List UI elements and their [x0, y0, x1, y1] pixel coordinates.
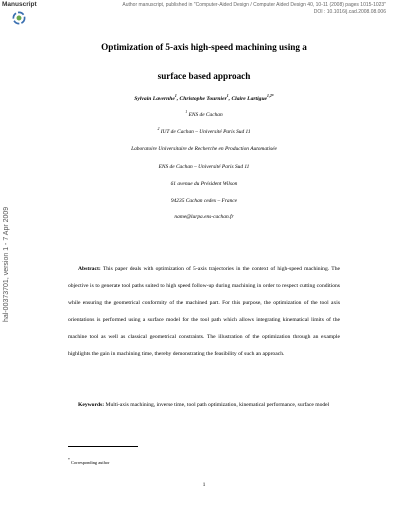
keywords-label: Keywords:: [78, 402, 105, 408]
affiliation-sup: 2: [157, 127, 160, 131]
author-sup: 1: [174, 94, 177, 98]
manuscript-label: Manuscript: [2, 1, 37, 8]
paper-title-line-2: surface based approach: [157, 71, 251, 81]
affiliation-street: 61 avenue du Président Wilson: [170, 181, 238, 187]
footnote-marker: *: [68, 458, 70, 462]
contact-email: name@lurpa.ens-cachan.fr: [174, 214, 234, 220]
author-separator: ,: [176, 96, 180, 102]
manuscript-badge: [2, 1, 46, 30]
author-sup: 1: [226, 94, 229, 98]
affiliation-text: ENS de Cachan: [188, 112, 223, 118]
author-name: Sylvain Lavernhe: [134, 96, 175, 102]
paper-title-line-1: Optimization of 5-axis high-speed machining using a: [101, 42, 307, 52]
hal-identifier: hal-00373701, version 1 - 7 Apr 2009: [3, 206, 10, 322]
hal-logo-icon: [12, 11, 26, 25]
abstract-paragraph: [68, 261, 340, 362]
footnote-divider: [68, 446, 138, 447]
publication-header: [66, 2, 386, 15]
affiliation-school: ENS de Cachan – Université Paris Sud 11: [158, 164, 250, 170]
affiliation-lab: Laboratoire Universitaire de Recherche en Production Automatisée: [131, 146, 277, 152]
affiliation-text: IUT de Cachan – Université Paris Sud 11: [160, 129, 251, 135]
abstract-text: This paper deals with optimization of 5-axis trajectories in the context of high-speed machining. The objective is to generate tool paths suited to high speed follow-up during machining in order to respect cutting conditions while ensuring the geometrical conformity of the machined part. For this purpose, the optimization of the tool axis orientations is performed using a surface model for the tool path which allows integrating kinematical limits of the machine tool as well as classical geometrical constraints. The illustration of the optimization through an example highlights the gain in machining time, thereby demonstrating the feasibility of such an approach.: [68, 266, 340, 357]
keywords-paragraph: [68, 397, 340, 414]
page-number: 1: [202, 482, 206, 488]
footnote: [68, 460, 109, 465]
keywords-text: Multi-axis machining, inverse time, tool path optimization, kinematical performance, surface model: [105, 402, 330, 408]
publication-citation: Author manuscript, published in "Computer-Aided Design / Computer Aided Design 40, 10-11 (2008) pages 1015-1023": [122, 2, 386, 8]
affiliation-2: [68, 129, 340, 135]
author-separator: ,: [228, 96, 232, 102]
affiliation-city: 94235 Cachan cedex – France: [170, 198, 238, 204]
abstract-label: Abstract:: [78, 266, 101, 272]
affiliation-1: [68, 112, 340, 118]
author-name: Claire Lartigue: [231, 96, 268, 102]
author-name: Christophe Tournier: [179, 96, 227, 102]
publication-doi: DOI : 10.1016/j.cad.2008.08.006: [313, 8, 386, 15]
affiliation-sup: 1: [185, 110, 188, 114]
footnote-text: Corresponding author: [71, 460, 110, 465]
author-list: [68, 96, 340, 102]
author-sup: 1,2*: [267, 94, 274, 98]
